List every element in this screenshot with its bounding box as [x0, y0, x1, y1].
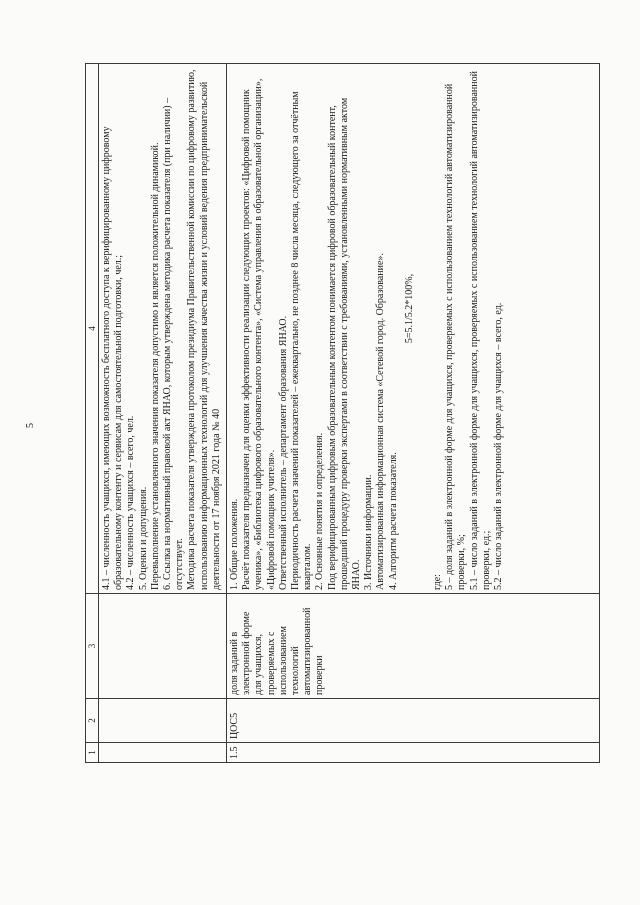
method-cell	[227, 64, 600, 594]
definition-text: 5.2 – число заданий в электронной форме для учащихся – всего, ед.	[493, 302, 505, 590]
method-text: Периодичность расчета значений показателей – ежеквартально, не позднее 8 числа месяца, следующего за отчётным кварталом.	[290, 91, 314, 590]
method-text: Автоматизированная информационная система «Сетевой город. Образование».	[375, 253, 387, 590]
column-header: 1	[86, 743, 99, 763]
table-row	[227, 64, 600, 763]
definition-text: 5.1 – число заданий в электронной форме для учащихся, проверяемых с использованием технологий автоматизированной проверки, ед.;	[468, 71, 492, 590]
spacer	[422, 67, 432, 590]
method-cell	[99, 64, 227, 594]
column-header: 3	[86, 594, 99, 699]
method-text: 4. Алгоритм расчета показателя.	[387, 452, 399, 590]
page-number: 5	[25, 423, 36, 428]
method-text: 1. Общие положения.	[229, 498, 240, 590]
row-number-cell: 1.5	[227, 743, 600, 763]
name-cell	[99, 594, 227, 699]
method-text: Расчёт показателя предназначен для оценки эффективности реализации следующих проектов: «Цифровой помощник ученика», «Библиотека цифрового образовательного контента», «Система управления в образовательной организации», «Цифровой помощник учителя».	[241, 78, 277, 590]
code-cell: ЦОС5	[227, 699, 600, 743]
row-number-cell	[99, 743, 227, 763]
table-row	[99, 64, 227, 763]
method-text: 3. Источники информации.	[363, 474, 375, 590]
method-text: 5. Оценки и допущения.	[137, 486, 149, 590]
method-text: Методика расчета показателя утверждена протоколом президиума Правительственной комиссии по цифровому развитию, использованию информационных технологий для улучшения качества жизни и условий ведения предпринимательской деятельности от 17 ноября 2021 года № 40	[186, 69, 222, 590]
method-text: Перевыполнение установленного значения показателя допустимо и является положительной динамикой.	[149, 142, 161, 590]
column-header: 4	[86, 64, 99, 594]
method-text: 2. Основные понятия и определения.	[314, 432, 326, 590]
name-cell: доля заданий в электронной форме для учащихся, проверяемых с использованием технологий автоматизированной проверки	[227, 594, 600, 699]
column-header: 2	[86, 699, 99, 743]
code-cell	[99, 699, 227, 743]
method-text: 4.1 – численность учащихся, имеющих возможность бесплатного доступа к верифицированному цифровому образовательному контенту и сервисам для самостоятельной подготовки, чел.;	[101, 126, 125, 590]
definition-text: 5 – доля заданий в электронной форме для учащихся, проверяемых с использованием технологий автоматизированной проверки, %;	[444, 83, 468, 590]
method-text: 4.2 – численность учащихся – всего, чел.	[125, 415, 137, 590]
table-header-row	[86, 64, 99, 763]
formula: 5=5.1/5.2*100%,	[403, 273, 415, 344]
where-label: где:	[432, 574, 444, 590]
method-text: 6. Ссылка на нормативный правовой акт ЯНАО, которым утверждена методика расчета показателя (при наличии) – отсутствует.	[162, 97, 186, 590]
method-text: Под верифицированным цифровым образовательным контентом понимается цифровой образовательный контент, прошедший процедуру проверки экспертами в соответствии с требованиями, установленными нормативным актом ЯНАО.	[326, 97, 363, 590]
method-text: Ответственный исполнитель – департамент образования ЯНАО.	[277, 315, 289, 590]
indicator-table	[85, 63, 600, 763]
rotated-document	[85, 63, 600, 763]
